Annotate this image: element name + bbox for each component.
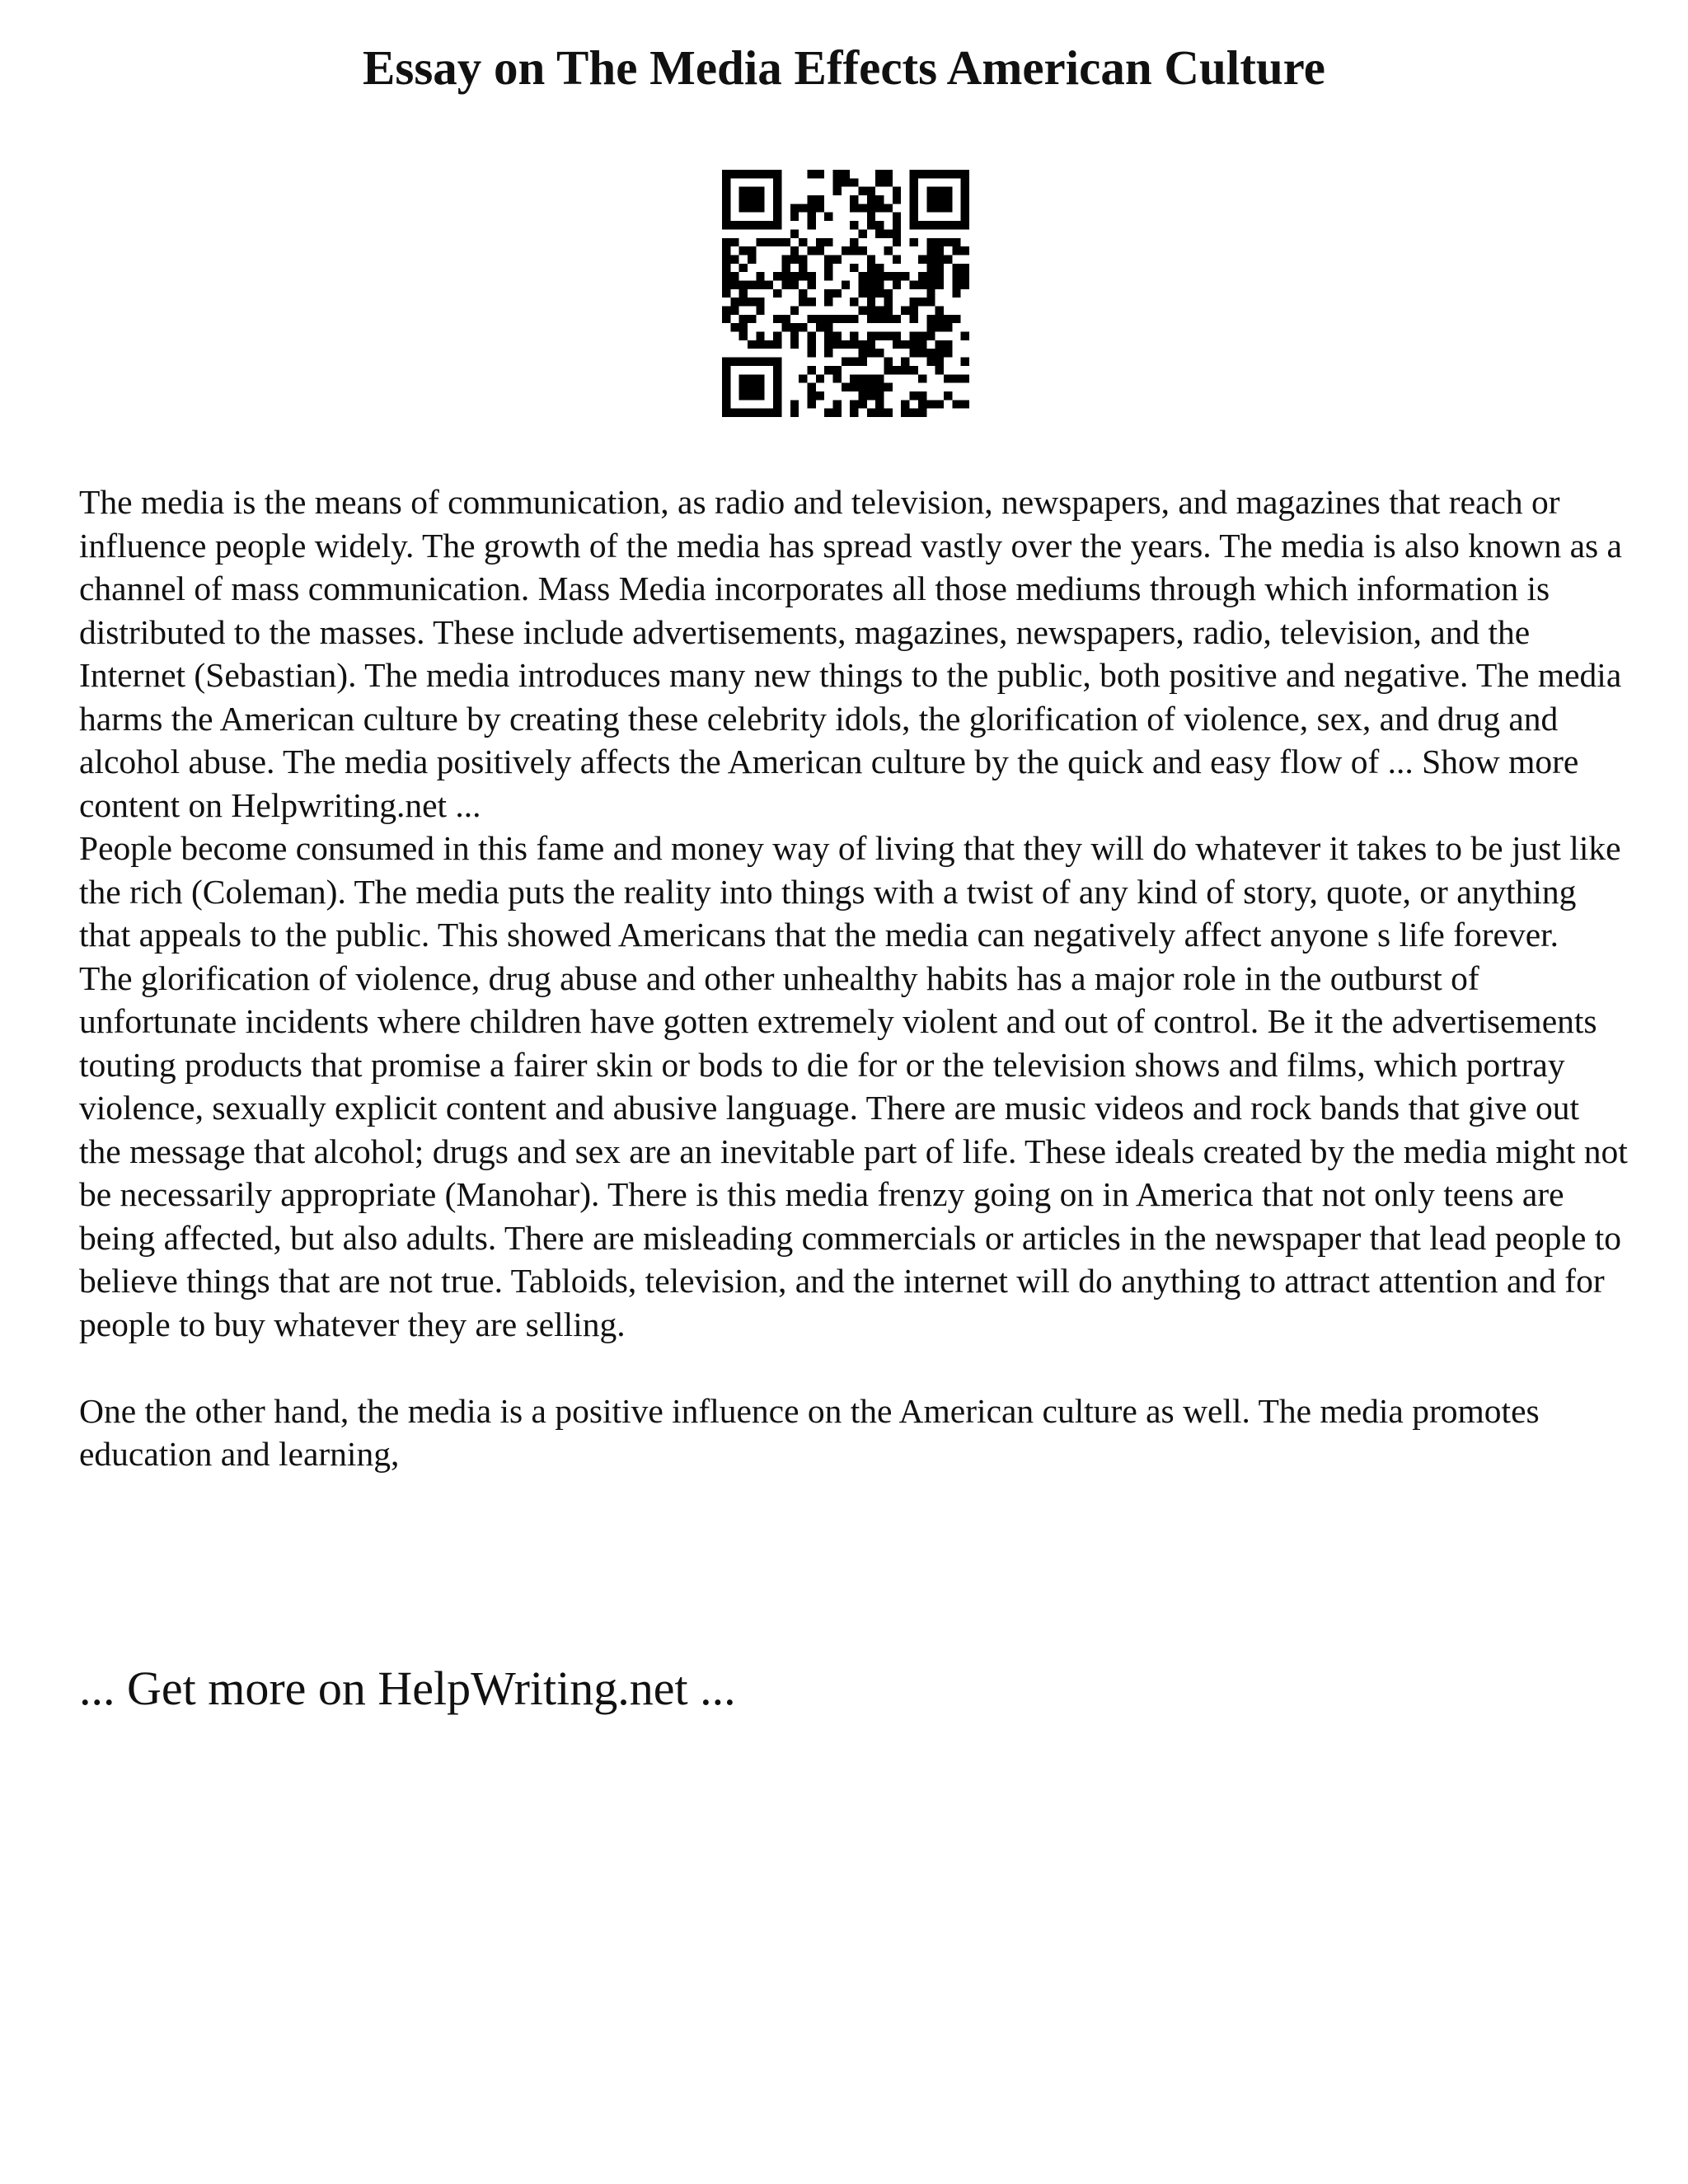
paragraph-positive: One the other hand, the media is a positive influence on the American culture as well. The media promotes education and learning, [79, 1391, 1540, 1473]
get-more-link[interactable]: ... Get more on HelpWriting.net ... [79, 1661, 736, 1715]
essay-body [79, 480, 1629, 1476]
qr-code-icon [722, 170, 969, 417]
paragraph-glorification: The glorification of violence, drug abuse and other unhealthy habits has a major role in the outburst of unfortunate incidents where children have gotten extremely violent and out of control. Be it the advertisements touting products that promise a fairer skin or bods to die for or the television shows and films, which portray violence, sexually explicit content and abusive language. There are music videos and rock bands that give out the message that alcohol; drugs and sex are an inevitable part of life. These ideals created by the media might not be necessarily appropriate (Manohar). There is this media frenzy going on in America that not only teens are being affected, but also adults. There are misleading commercials or articles in the newspaper that lead people to believe things that are not true. Tabloids, television, and the internet will do anything to attract attention and for people to buy whatever they are selling. [79, 958, 1628, 1343]
page-title: Essay on The Media Effects American Culture [363, 40, 1325, 95]
paragraph-fame: People become consumed in this fame and money way of living that they will do whatever it takes to be just like the rich (Coleman). The media puts the reality into things with a twist of any kind of story, quote, or anything that appeals to the public. This showed Americans that the media can negatively affect anyone s life forever. [79, 829, 1621, 954]
paragraph-intro: The media is the means of communication, as radio and television, newspapers, and magazines that reach or influence people widely. The growth of the media has spread vastly over the years. The media is also known as a channel of mass communication. Mass Media incorporates all those mediums through which information is distributed to the masses. These include advertisements, magazines, newspapers, radio, television, and the Internet (Sebastian). The media introduces many new things to the public, both positive and negative. The media harms the American culture by creating these celebrity idols, the glorification of violence, sex, and drug and alcohol abuse. The media positively affects the American culture by the quick and easy flow of ... Show more content on Helpwriting.net ... [79, 483, 1622, 824]
paragraph-spacer [79, 1346, 1629, 1390]
